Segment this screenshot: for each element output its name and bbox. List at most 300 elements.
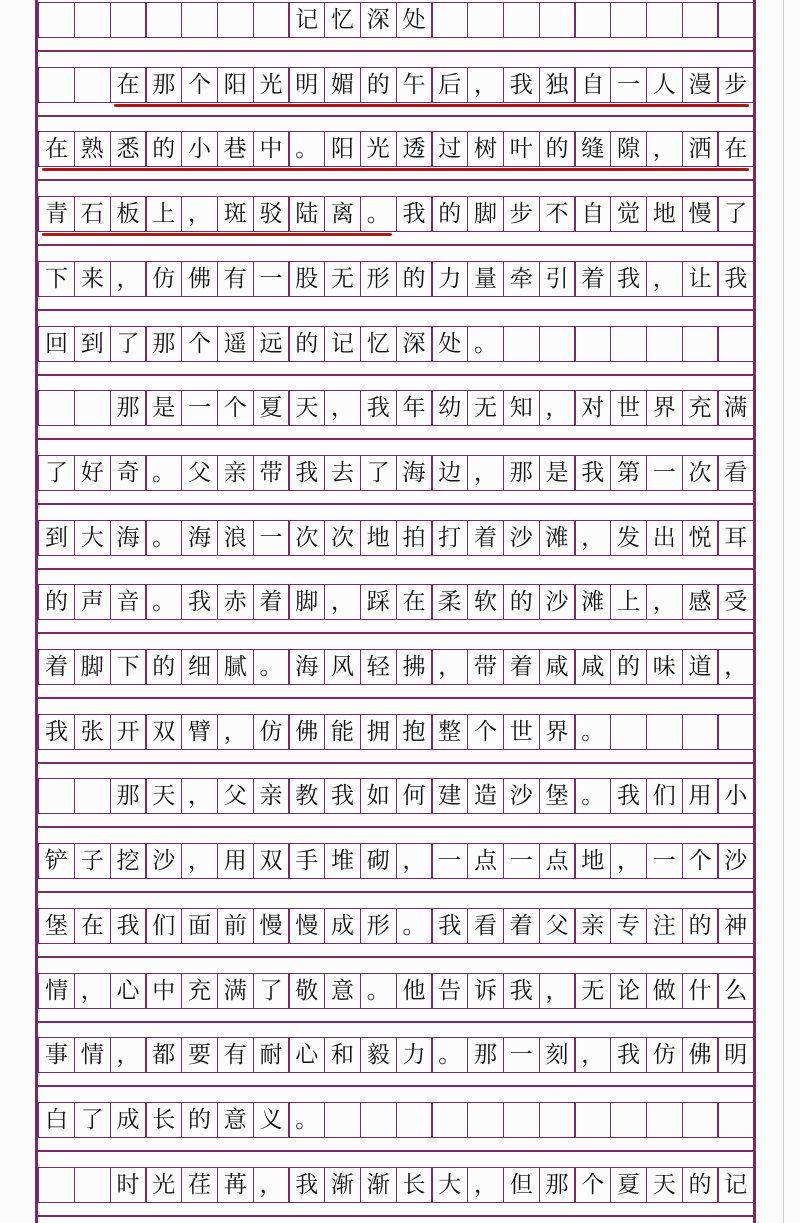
grid-char: ， — [181, 843, 218, 879]
grid-char: 巷 — [217, 131, 254, 167]
grid-char: 脚 — [74, 649, 111, 685]
grid-char: 整 — [431, 714, 468, 750]
grid-char: 个 — [682, 843, 719, 879]
grid-cell — [38, 1167, 75, 1203]
grid-char: 腻 — [217, 649, 254, 685]
grid-char: 陆 — [288, 196, 325, 232]
grid-char: 第 — [610, 455, 647, 491]
grid-char: 我 — [38, 714, 75, 750]
grid-char: 长 — [396, 1167, 433, 1203]
grid-cell — [431, 1102, 468, 1138]
row-divider — [38, 503, 753, 505]
grid-cell — [717, 326, 754, 362]
grid-char: 抱 — [396, 714, 433, 750]
grid-row — [38, 390, 753, 426]
title-char: 忆 — [324, 2, 361, 38]
grid-cell — [74, 2, 111, 38]
grid-char: 的 — [396, 261, 433, 297]
grid-cell — [396, 1102, 433, 1138]
grid-row — [38, 843, 753, 879]
grid-char: 午 — [396, 67, 433, 103]
grid-char: 去 — [324, 455, 361, 491]
grid-char: 教 — [288, 778, 325, 814]
row-divider — [38, 826, 753, 828]
grid-char: 沙 — [717, 843, 754, 879]
grid-char: 一 — [503, 1037, 540, 1073]
grid-char: 下 — [110, 649, 147, 685]
row-divider — [38, 50, 753, 52]
grid-char: 我 — [181, 584, 218, 620]
grid-char: 成 — [324, 908, 361, 944]
grid-char: 那 — [145, 326, 182, 362]
grid-char: ， — [217, 714, 254, 750]
grid-char: 开 — [110, 714, 147, 750]
grid-char: 悉 — [110, 131, 147, 167]
grid-row — [38, 584, 753, 620]
grid-char: 阳 — [324, 131, 361, 167]
grid-cell — [431, 2, 468, 38]
grid-row — [38, 67, 753, 103]
grid-char: 什 — [682, 973, 719, 1009]
grid-char: 力 — [396, 1037, 433, 1073]
grid-char: 着 — [503, 649, 540, 685]
grid-char: 心 — [288, 1037, 325, 1073]
grid-row — [38, 908, 753, 944]
grid-char: 敬 — [288, 973, 325, 1009]
grid-char: 那 — [145, 67, 182, 103]
grid-char: 树 — [467, 131, 504, 167]
grid-char: 熟 — [74, 131, 111, 167]
grid-char: 亲 — [574, 908, 611, 944]
title-row — [38, 2, 753, 38]
grid-char: 的 — [682, 908, 719, 944]
grid-char: ， — [610, 843, 647, 879]
grid-char: 慢 — [682, 196, 719, 232]
row-divider — [38, 762, 753, 764]
grid-char: 海 — [181, 520, 218, 556]
grid-cell — [610, 1102, 647, 1138]
grid-char: 引 — [539, 261, 576, 297]
grid-char: ， — [431, 649, 468, 685]
grid-char: 脚 — [288, 584, 325, 620]
grid-char: 诉 — [467, 973, 504, 1009]
grid-char: 了 — [110, 326, 147, 362]
grid-char: 我 — [503, 973, 540, 1009]
grid-cell — [539, 326, 576, 362]
page-edge-line — [783, 0, 784, 1223]
grid-char: 幼 — [431, 390, 468, 426]
grid-char: 石 — [74, 196, 111, 232]
grid-char: 小 — [717, 778, 754, 814]
grid-char: 我 — [431, 908, 468, 944]
grid-char: 臂 — [181, 714, 218, 750]
grid-char: 砌 — [360, 843, 397, 879]
grid-char: 渐 — [324, 1167, 361, 1203]
grid-cell — [717, 2, 754, 38]
grid-cell — [717, 714, 754, 750]
grid-char: 。 — [145, 584, 182, 620]
grid-char: 。 — [574, 714, 611, 750]
grid-char: 股 — [288, 261, 325, 297]
grid-char: 回 — [38, 326, 75, 362]
grid-char: 量 — [467, 261, 504, 297]
grid-row — [38, 131, 753, 167]
grid-row — [38, 714, 753, 750]
grid-char: 一 — [646, 455, 683, 491]
grid-char: 神 — [717, 908, 754, 944]
grid-char: 铲 — [38, 843, 75, 879]
grid-char: 后 — [431, 67, 468, 103]
grid-cell — [646, 326, 683, 362]
grid-char: 形 — [360, 261, 397, 297]
grid-char: 知 — [503, 390, 540, 426]
grid-char: ， — [717, 649, 754, 685]
row-divider — [38, 374, 753, 376]
grid-char: 无 — [574, 973, 611, 1009]
grid-char: 仿 — [145, 261, 182, 297]
grid-char: 我 — [610, 261, 647, 297]
grid-char: 媚 — [324, 67, 361, 103]
grid-cell — [467, 1102, 504, 1138]
grid-char: 一 — [253, 520, 290, 556]
grid-char: 细 — [181, 649, 218, 685]
row-divider — [38, 115, 753, 117]
grid-cell — [574, 2, 611, 38]
grid-char: 我 — [360, 390, 397, 426]
grid-char: 白 — [38, 1102, 75, 1138]
grid-char: 苒 — [217, 1167, 254, 1203]
grid-char: 渐 — [360, 1167, 397, 1203]
grid-char: 我 — [288, 1167, 325, 1203]
grid-char: 义 — [253, 1102, 290, 1138]
grid-char: 一 — [253, 261, 290, 297]
grid-char: 我 — [396, 196, 433, 232]
grid-cell — [38, 390, 75, 426]
grid-char: 风 — [324, 649, 361, 685]
grid-char: 味 — [646, 649, 683, 685]
grid-char: 处 — [431, 326, 468, 362]
grid-char: 自 — [574, 67, 611, 103]
grid-char: 夏 — [253, 390, 290, 426]
grid-char: ， — [74, 973, 111, 1009]
grid-char: 无 — [324, 261, 361, 297]
grid-char: 情 — [74, 1037, 111, 1073]
grid-char: 耐 — [253, 1037, 290, 1073]
grid-char: 那 — [110, 778, 147, 814]
grid-char: 情 — [38, 973, 75, 1009]
grid-char: 上 — [145, 196, 182, 232]
grid-char: 一 — [181, 390, 218, 426]
grid-char: 长 — [145, 1102, 182, 1138]
grid-row — [38, 261, 753, 297]
grid-char: 中 — [145, 973, 182, 1009]
grid-char: 拍 — [396, 520, 433, 556]
grid-char: 的 — [145, 649, 182, 685]
grid-cell — [467, 2, 504, 38]
grid-cell — [38, 2, 75, 38]
grid-char: 软 — [467, 584, 504, 620]
grid-char: 我 — [288, 455, 325, 491]
grid-char: ， — [574, 520, 611, 556]
grid-char: 在 — [38, 131, 75, 167]
grid-char: 我 — [574, 455, 611, 491]
grid-char: 在 — [74, 908, 111, 944]
grid-char: 个 — [181, 326, 218, 362]
grid-char: 建 — [431, 778, 468, 814]
grid-cell — [646, 2, 683, 38]
grid-cell — [574, 1102, 611, 1138]
grid-cell — [610, 2, 647, 38]
grid-char: 次 — [288, 520, 325, 556]
grid-char: 感 — [682, 584, 719, 620]
grid-char: 。 — [145, 520, 182, 556]
grid-char: 。 — [431, 1037, 468, 1073]
grid-char: 世 — [610, 390, 647, 426]
grid-cell — [253, 2, 290, 38]
grid-char: 大 — [431, 1167, 468, 1203]
grid-char: 的 — [431, 196, 468, 232]
grid-char: 离 — [324, 196, 361, 232]
grid-char: 那 — [539, 1167, 576, 1203]
grid-char: 仿 — [646, 1037, 683, 1073]
grid-char: 来 — [74, 261, 111, 297]
grid-char: 沙 — [539, 584, 576, 620]
grid-char: 的 — [360, 67, 397, 103]
grid-char: 独 — [539, 67, 576, 103]
grid-char: 佛 — [682, 1037, 719, 1073]
grid-char: 了 — [74, 1102, 111, 1138]
grid-char: 那 — [467, 1037, 504, 1073]
grid-char: 无 — [467, 390, 504, 426]
grid-char: 挖 — [110, 843, 147, 879]
grid-cell — [503, 2, 540, 38]
grid-char: 做 — [646, 973, 683, 1009]
grid-char: 满 — [717, 390, 754, 426]
grid-char: 对 — [574, 390, 611, 426]
grid-char: 双 — [145, 714, 182, 750]
grid-char: 小 — [181, 131, 218, 167]
grid-char: 界 — [646, 390, 683, 426]
grid-char: 堡 — [38, 908, 75, 944]
grid-char: 沙 — [503, 778, 540, 814]
grid-char: ， — [324, 390, 361, 426]
grid-char: 时 — [110, 1167, 147, 1203]
grid-cell — [646, 1102, 683, 1138]
grid-char: 奇 — [110, 455, 147, 491]
grid-cell — [324, 1102, 361, 1138]
row-divider — [38, 956, 753, 958]
grid-char: 专 — [610, 908, 647, 944]
grid-char: 看 — [467, 908, 504, 944]
grid-char: 远 — [253, 326, 290, 362]
grid-char: 有 — [217, 1037, 254, 1073]
grid-char: 和 — [324, 1037, 361, 1073]
grid-char: 道 — [682, 649, 719, 685]
highlight-underline — [114, 104, 750, 107]
grid-cell — [503, 1102, 540, 1138]
row-divider — [38, 179, 753, 181]
grid-char: 仿 — [253, 714, 290, 750]
grid-char: ， — [574, 1037, 611, 1073]
grid-char: 赤 — [217, 584, 254, 620]
grid-char: 注 — [646, 908, 683, 944]
grid-cell — [682, 1102, 719, 1138]
grid-cell — [74, 67, 111, 103]
row-divider — [38, 568, 753, 570]
grid-char: ， — [646, 131, 683, 167]
grid-cell — [74, 1167, 111, 1203]
row-divider — [38, 697, 753, 699]
grid-char: 觉 — [610, 196, 647, 232]
grid-char: 次 — [682, 455, 719, 491]
grid-char: 我 — [610, 778, 647, 814]
grid-char: 充 — [181, 973, 218, 1009]
grid-char: 手 — [288, 843, 325, 879]
title-char: 处 — [396, 2, 433, 38]
grid-char: 浪 — [217, 520, 254, 556]
grid-char: 过 — [431, 131, 468, 167]
grid-char: 堆 — [324, 843, 361, 879]
grid-row — [38, 1167, 753, 1203]
grid-char: 人 — [646, 67, 683, 103]
grid-char: 青 — [38, 196, 75, 232]
grid-char: 一 — [503, 843, 540, 879]
grid-char: 点 — [467, 843, 504, 879]
grid-char: 世 — [503, 714, 540, 750]
grid-char: 是 — [539, 455, 576, 491]
grid-char: 带 — [253, 455, 290, 491]
grid-char: 光 — [253, 67, 290, 103]
grid-cell — [539, 2, 576, 38]
grid-char: 如 — [360, 778, 397, 814]
grid-char: ， — [646, 261, 683, 297]
grid-char: 子 — [74, 843, 111, 879]
grid-char: 步 — [717, 67, 754, 103]
grid-char: 一 — [646, 843, 683, 879]
grid-char: 用 — [682, 778, 719, 814]
grid-char: 。 — [145, 455, 182, 491]
grid-char: 记 — [324, 326, 361, 362]
grid-char: ， — [646, 584, 683, 620]
grid-row — [38, 520, 753, 556]
grid-char: 隙 — [610, 131, 647, 167]
grid-char: 一 — [610, 67, 647, 103]
grid-char: 我 — [717, 261, 754, 297]
grid-char: 的 — [145, 131, 182, 167]
grid-char: 着 — [253, 584, 290, 620]
grid-char: 轻 — [360, 649, 397, 685]
grid-char: 斑 — [217, 196, 254, 232]
title-char: 深 — [360, 2, 397, 38]
grid-char: ， — [539, 973, 576, 1009]
grid-char: 了 — [360, 455, 397, 491]
grid-char: 在 — [717, 131, 754, 167]
row-divider — [38, 891, 753, 893]
grid-cell — [74, 390, 111, 426]
grid-char: 脚 — [467, 196, 504, 232]
grid-char: 声 — [74, 584, 111, 620]
grid-char: 是 — [145, 390, 182, 426]
grid-cell — [539, 1102, 576, 1138]
grid-char: 打 — [431, 520, 468, 556]
row-divider — [38, 244, 753, 246]
grid-char: 那 — [503, 455, 540, 491]
row-divider — [38, 632, 753, 634]
grid-char: 个 — [217, 390, 254, 426]
grid-char: ， — [110, 1037, 147, 1073]
grid-char: 有 — [217, 261, 254, 297]
grid-char: 到 — [74, 326, 111, 362]
grid-cell — [682, 714, 719, 750]
grid-char: 中 — [253, 131, 290, 167]
grid-char: 慢 — [253, 908, 290, 944]
grid-char: 出 — [646, 520, 683, 556]
grid-char: 毅 — [360, 1037, 397, 1073]
grid-char: 父 — [217, 778, 254, 814]
grid-char: 沙 — [503, 520, 540, 556]
grid-char: 柔 — [431, 584, 468, 620]
grid-char: 那 — [110, 390, 147, 426]
grid-char: 双 — [253, 843, 290, 879]
grid-char: 。 — [574, 778, 611, 814]
grid-char: 们 — [646, 778, 683, 814]
grid-char: 在 — [110, 67, 147, 103]
grid-char: 心 — [110, 973, 147, 1009]
grid-char: 透 — [396, 131, 433, 167]
grid-row — [38, 778, 753, 814]
grid-char: 个 — [181, 67, 218, 103]
grid-char: ， — [396, 843, 433, 879]
grid-char: 驳 — [253, 196, 290, 232]
grid-char: 明 — [288, 67, 325, 103]
grid-char: 着 — [503, 908, 540, 944]
grid-char: 漫 — [682, 67, 719, 103]
grid-char: 深 — [396, 326, 433, 362]
grid-row — [38, 1037, 753, 1073]
title-char: 记 — [288, 2, 325, 38]
grid-cell — [360, 1102, 397, 1138]
grid-char: 刻 — [539, 1037, 576, 1073]
grid-char: 海 — [110, 520, 147, 556]
grid-char: 年 — [396, 390, 433, 426]
grid-char: 我 — [110, 908, 147, 944]
grid-char: ， — [467, 67, 504, 103]
grid-char: 踩 — [360, 584, 397, 620]
grid-char: 步 — [503, 196, 540, 232]
grid-char: ， — [253, 1167, 290, 1203]
grid-cell — [610, 714, 647, 750]
grid-char: 堡 — [539, 778, 576, 814]
grid-char: 我 — [324, 778, 361, 814]
grid-row — [38, 455, 753, 491]
grid-row — [38, 973, 753, 1009]
grid-char: ， — [181, 196, 218, 232]
grid-char: 遥 — [217, 326, 254, 362]
grid-char: ， — [324, 584, 361, 620]
grid-char: 论 — [610, 973, 647, 1009]
grid-char: 带 — [467, 649, 504, 685]
grid-char: 光 — [145, 1167, 182, 1203]
grid-char: 。 — [288, 1102, 325, 1138]
grid-char: 么 — [717, 973, 754, 1009]
grid-char: 界 — [539, 714, 576, 750]
grid-char: 地 — [646, 196, 683, 232]
row-divider — [38, 1150, 753, 1152]
grid-char: 地 — [574, 843, 611, 879]
grid-char: 佛 — [288, 714, 325, 750]
grid-char: 耳 — [717, 520, 754, 556]
grid-cell — [110, 2, 147, 38]
